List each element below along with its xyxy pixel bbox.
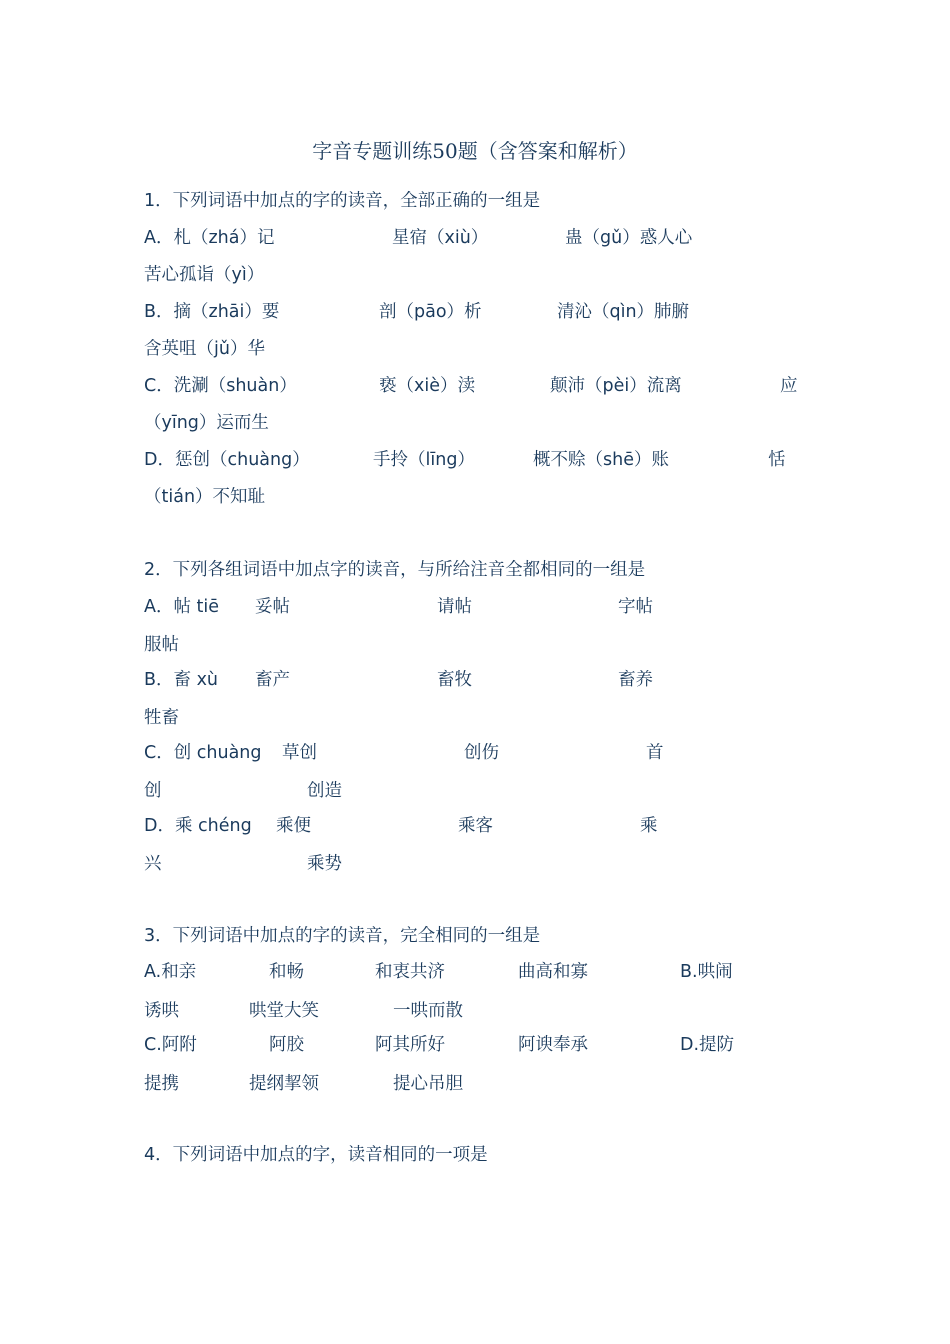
q2-option-d-1: 乘便 bbox=[276, 816, 311, 836]
q2-option-b-4: 牲畜 bbox=[144, 708, 179, 728]
q3-row3-2: 阿胶 bbox=[269, 1035, 304, 1055]
q2-option-c-3b: 创 bbox=[144, 781, 162, 801]
q1-option-d-4a: 恬 bbox=[768, 450, 786, 470]
q2-option-a-4: 服帖 bbox=[144, 635, 179, 655]
q2-option-c-3a: 首 bbox=[646, 743, 664, 763]
q2-option-c-1: 草创 bbox=[282, 743, 317, 763]
q2-option-b-3: 畜养 bbox=[618, 670, 653, 690]
q1-option-a-4: 苦心孤诣（yì） bbox=[144, 265, 265, 285]
q1-option-b-3: 清沁（qìn）肺腑 bbox=[557, 302, 690, 322]
q1-option-d-2: 手拎（līng） bbox=[373, 450, 475, 470]
q3-row3-4: 阿谀奉承 bbox=[518, 1035, 588, 1055]
q2-option-d-3b: 兴 bbox=[144, 854, 162, 874]
q2-option-d-3a: 乘 bbox=[640, 816, 658, 836]
q3-row3-1: C.阿附 bbox=[144, 1035, 197, 1055]
q2-option-a-label: A．帖 tiē bbox=[144, 597, 220, 617]
q1-option-b-1: B．摘（zhāi）要 bbox=[144, 302, 280, 322]
q2-option-a-3: 字帖 bbox=[618, 597, 653, 617]
q3-row1-5: B.哄闹 bbox=[680, 962, 733, 982]
q2-option-c-4: 创造 bbox=[307, 781, 342, 801]
q3-row3-3: 阿其所好 bbox=[375, 1035, 445, 1055]
q1-option-d-3: 概不赊（shē）账 bbox=[533, 450, 669, 470]
q2-option-d-4: 乘势 bbox=[307, 854, 342, 874]
q1-option-c-4a: 应 bbox=[780, 376, 798, 396]
q2-option-d-2: 乘客 bbox=[458, 816, 493, 836]
q2-option-a-2: 请帖 bbox=[437, 597, 472, 617]
q3-row2-3: 一哄而散 bbox=[393, 1001, 463, 1021]
q3-row2-2: 哄堂大笑 bbox=[249, 1001, 319, 1021]
q1-option-d-1: D．惩创（chuàng） bbox=[144, 450, 310, 470]
question-4-stem: 4．下列词语中加点的字，读音相同的一项是 bbox=[144, 1145, 488, 1165]
q1-option-c-2: 亵（xiè）渎 bbox=[379, 376, 475, 396]
q1-option-c-4b: （yīng）运而生 bbox=[144, 413, 269, 433]
question-3-stem: 3．下列词语中加点的字的读音，完全相同的一组是 bbox=[144, 926, 541, 946]
q3-row3-5: D.提防 bbox=[680, 1035, 735, 1055]
q3-row1-1: A.和亲 bbox=[144, 962, 197, 982]
question-2-stem: 2．下列各组词语中加点字的读音，与所给注音全都相同的一组是 bbox=[144, 560, 646, 580]
q3-row1-4: 曲高和寡 bbox=[518, 962, 588, 982]
q1-option-c-3: 颠沛（pèi）流离 bbox=[550, 376, 682, 396]
q3-row1-3: 和衷共济 bbox=[375, 962, 445, 982]
q2-option-b-label: B．畜 xù bbox=[144, 670, 219, 690]
q3-row1-2: 和畅 bbox=[269, 962, 304, 982]
q2-option-a-1: 妥帖 bbox=[255, 597, 290, 617]
q2-option-d-label: D．乘 chéng bbox=[144, 816, 252, 836]
q1-option-a-2: 星宿（xiù） bbox=[392, 228, 489, 248]
q1-option-a-1: A．札（zhá）记 bbox=[144, 228, 275, 248]
q3-row4-3: 提心吊胆 bbox=[393, 1074, 463, 1094]
q3-row2-1: 诱哄 bbox=[144, 1001, 179, 1021]
q1-option-a-3: 蛊（gǔ）惑人心 bbox=[565, 228, 693, 248]
q2-option-c-2: 创伤 bbox=[464, 743, 499, 763]
q1-option-b-4: 含英咀（jǔ）华 bbox=[144, 339, 265, 359]
q3-row4-1: 提携 bbox=[144, 1074, 179, 1094]
page-title: 字音专题训练50题（含答案和解析） bbox=[312, 139, 638, 163]
q2-option-b-2: 畜牧 bbox=[437, 670, 472, 690]
q1-option-c-1: C．洗涮（shuàn） bbox=[144, 376, 297, 396]
q1-option-b-2: 剖（pāo）析 bbox=[379, 302, 482, 322]
q2-option-c-label: C．创 chuàng bbox=[144, 743, 262, 763]
q2-option-b-1: 畜产 bbox=[255, 670, 290, 690]
q3-row4-2: 提纲挈领 bbox=[249, 1074, 319, 1094]
q1-option-d-4b: （tián）不知耻 bbox=[144, 487, 266, 507]
question-1-stem: 1．下列词语中加点的字的读音，全部正确的一组是 bbox=[144, 191, 541, 211]
